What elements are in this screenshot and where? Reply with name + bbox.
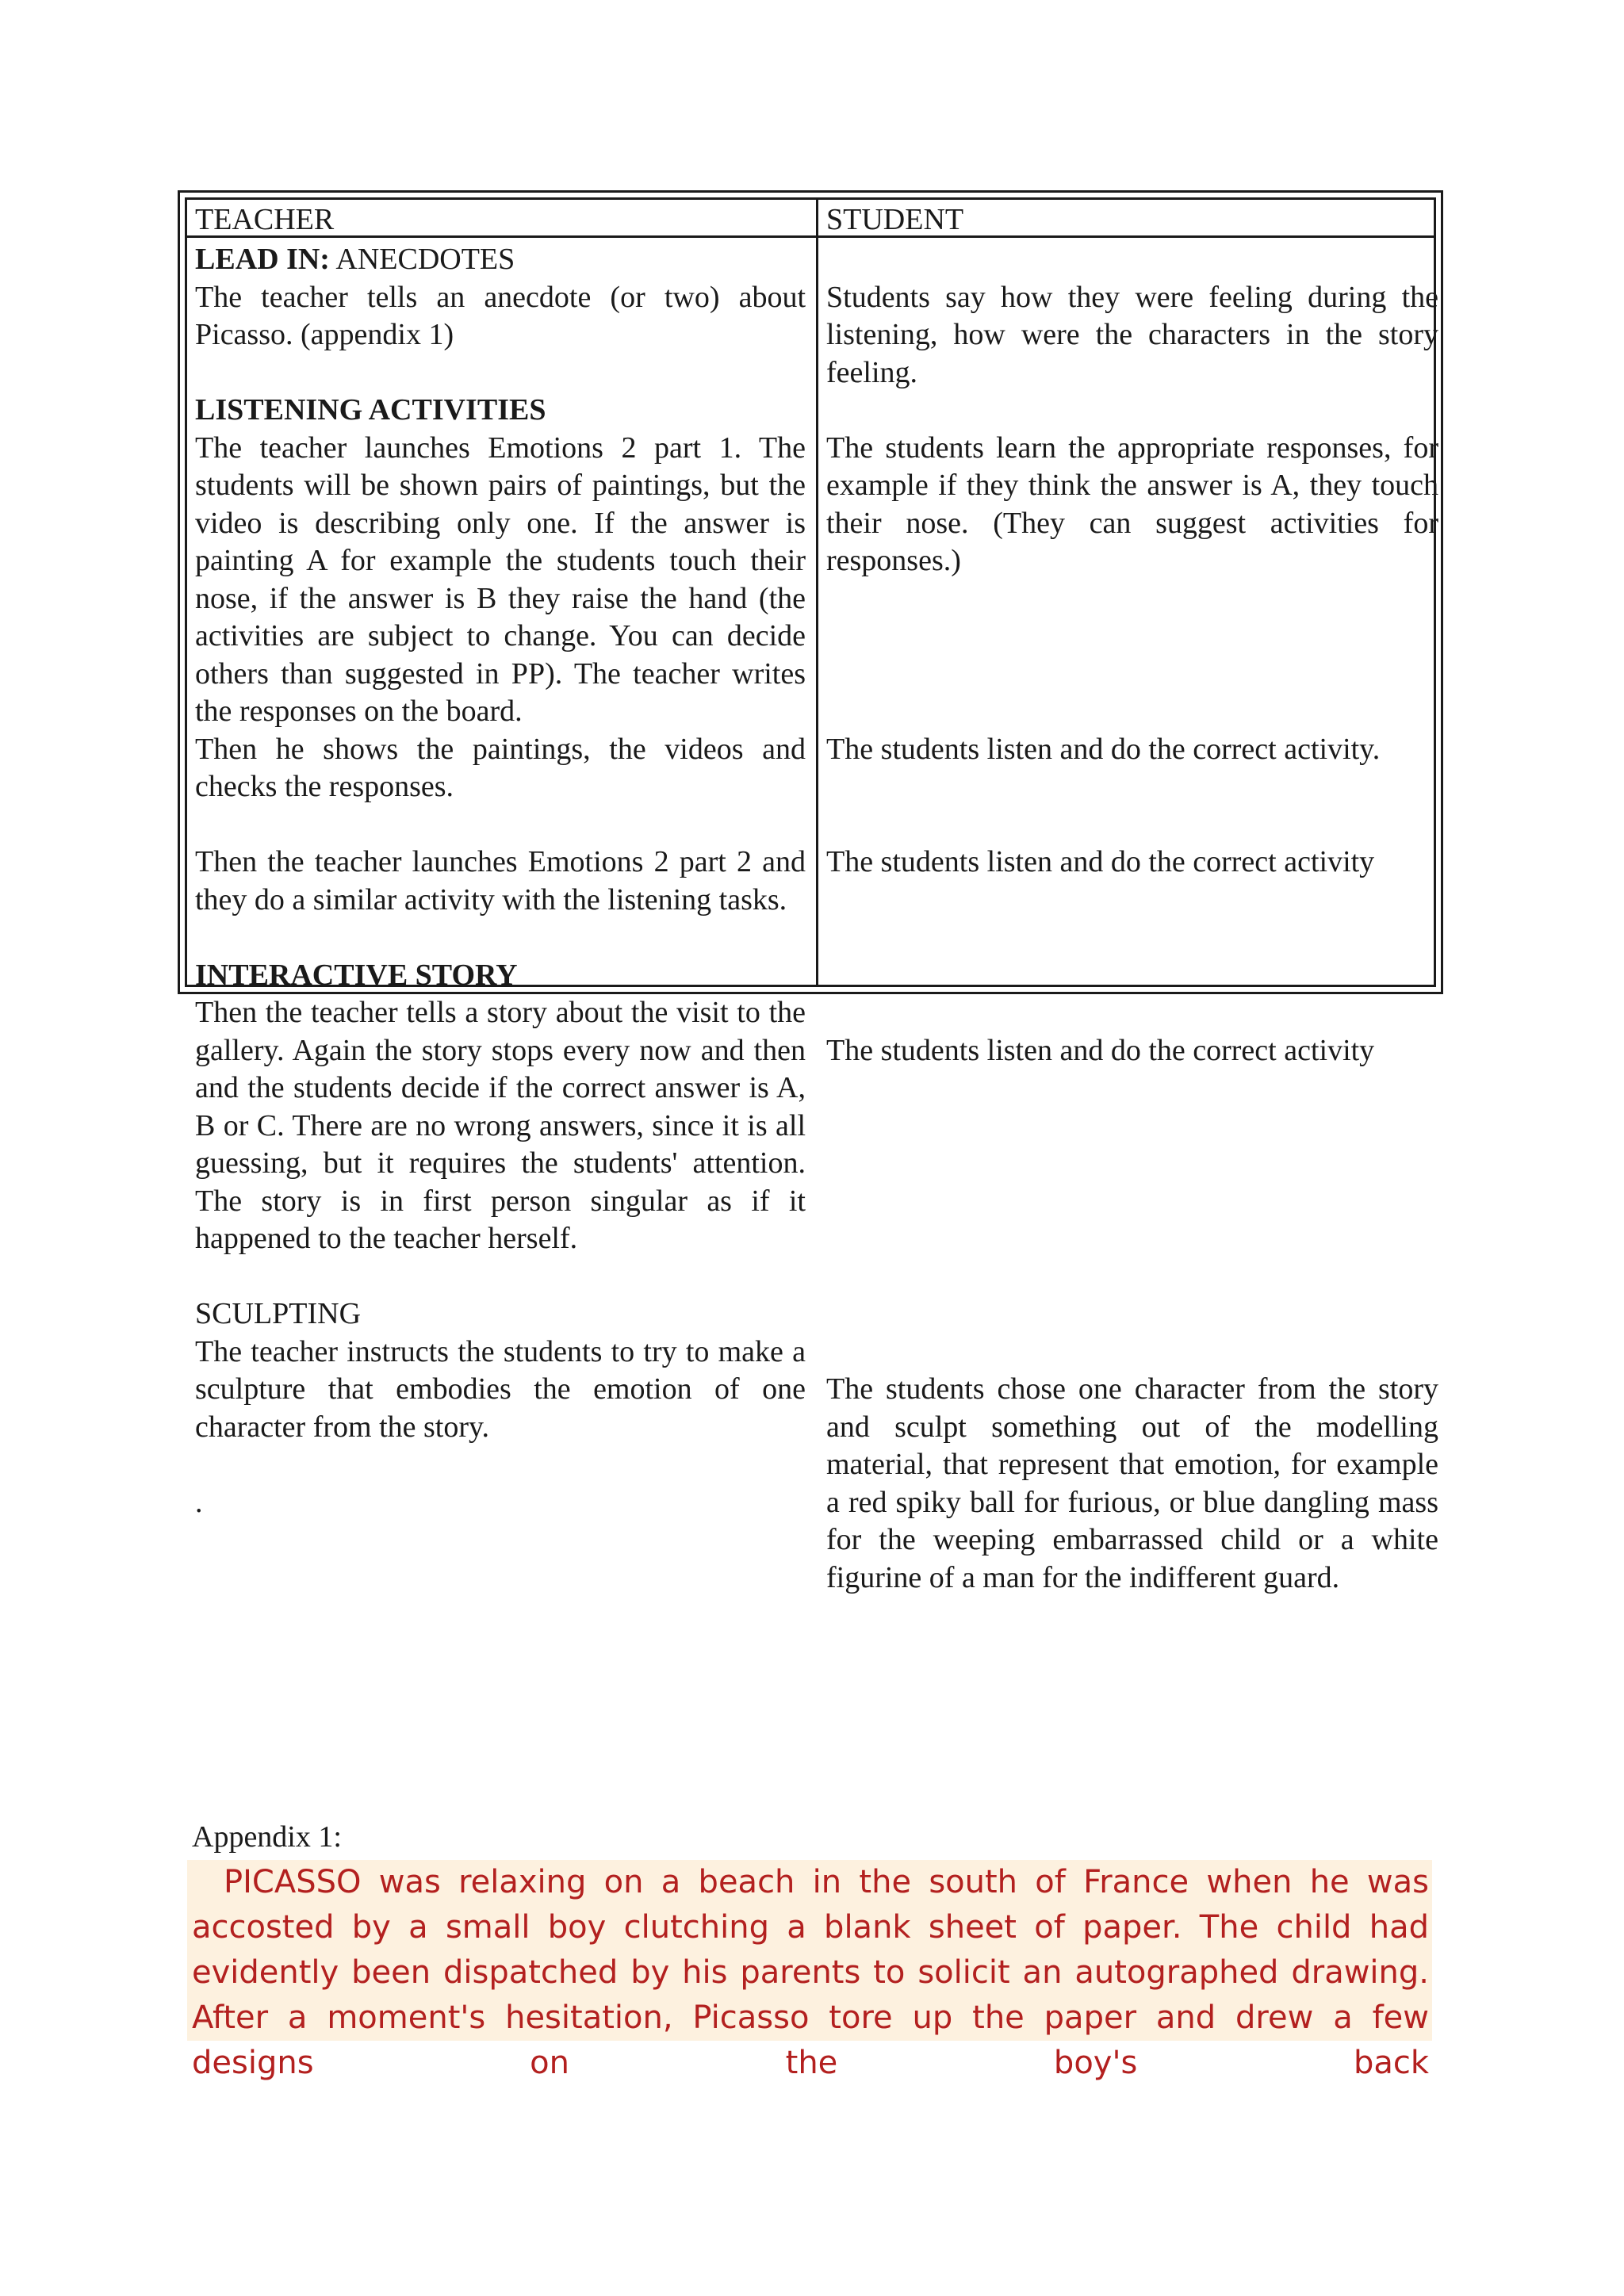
- table-inner-border: [185, 197, 1438, 1594]
- header-divider: [187, 235, 1434, 238]
- interactive-story-heading: INTERACTIVE STORY: [195, 958, 518, 992]
- student-column: [826, 241, 1438, 1597]
- student-listen-2: The students listen and do the correct activity: [826, 845, 1375, 878]
- teacher-column: [195, 241, 806, 1521]
- student-listen-3: The students listen and do the correct activity: [826, 1033, 1375, 1067]
- teacher-column-header: TEACHER: [195, 203, 335, 236]
- student-sculpt-text: The students chose one character from the story and sculpt something out of the modelling material, that represent that emotion, for example a red spiky ball for furious, or blue dangling mass for the weeping embarrassed child or a white figurine of a man for the indifferent guard.: [826, 1372, 1438, 1594]
- student-responses-text: The students learn the appropriate responses, for example if they think the answer is A, they touch their nose. (They can suggest activities for responses.): [826, 430, 1438, 577]
- lead-in-heading: LEAD IN:: [195, 243, 330, 276]
- sculpting-text: The teacher instructs the students to try to make a sculpture that embodies the emotion of one character from the story.: [195, 1334, 806, 1444]
- appendix-anecdote-text: [192, 1860, 1429, 2086]
- listening-text-3: Then the teacher launches Emotions 2 part 2 and they do a similar activity with the listening tasks.: [195, 845, 806, 916]
- appendix-label: Appendix 1:: [192, 1820, 342, 1854]
- student-feelings-text: Students say how they were feeling during the listening, how were the characters in the story feeling.: [826, 280, 1438, 389]
- appendix-anecdote-body: PICASSO was relaxing on a beach in the south of France when he was accosted by a small boy clutching a blank sheet of paper. The child had evidently been dispatched by his parents to solicit an autographed drawing. After a moment's hesitation, Picasso tore up the paper and drew a few designs on the boy's back: [192, 1864, 1429, 2081]
- trailing-dot: .: [195, 1485, 203, 1519]
- interactive-story-text: Then the teacher tells a story about the visit to the gallery. Again the story stops every now and then and the students decide if the correct answer is A, B or C. There are no wrong answers, since it is all guessing, but it requires the students' attention. The story is in first person singular as if it happened to the teacher herself.: [195, 996, 806, 1255]
- sculpting-heading: SCULPTING: [195, 1297, 362, 1330]
- student-listen-1: The students listen and do the correct activity.: [826, 732, 1381, 766]
- lesson-plan-table: [178, 190, 1443, 1594]
- listening-text-1: The teacher launches Emotions 2 part 1. The students will be shown pairs of paintings, but the video is describing only one. If the answer is painting A for example the students touch their nose, if the answer is B they raise the hand (the activities are subject to change. You can decide others than suggested in PP). The teacher writes the responses on the board.: [195, 430, 806, 728]
- column-divider: [816, 200, 818, 985]
- listening-text-2: Then he shows the paintings, the videos and checks the responses.: [195, 732, 806, 803]
- listening-heading: LISTENING ACTIVITIES: [195, 393, 546, 427]
- lead-in-text: The teacher tells an anecdote (or two) about Picasso. (appendix 1): [195, 280, 806, 351]
- lead-in-subheading: ANECDOTES: [329, 243, 515, 276]
- lead-in-heading-line: [195, 241, 806, 279]
- student-column-header: STUDENT: [826, 203, 964, 236]
